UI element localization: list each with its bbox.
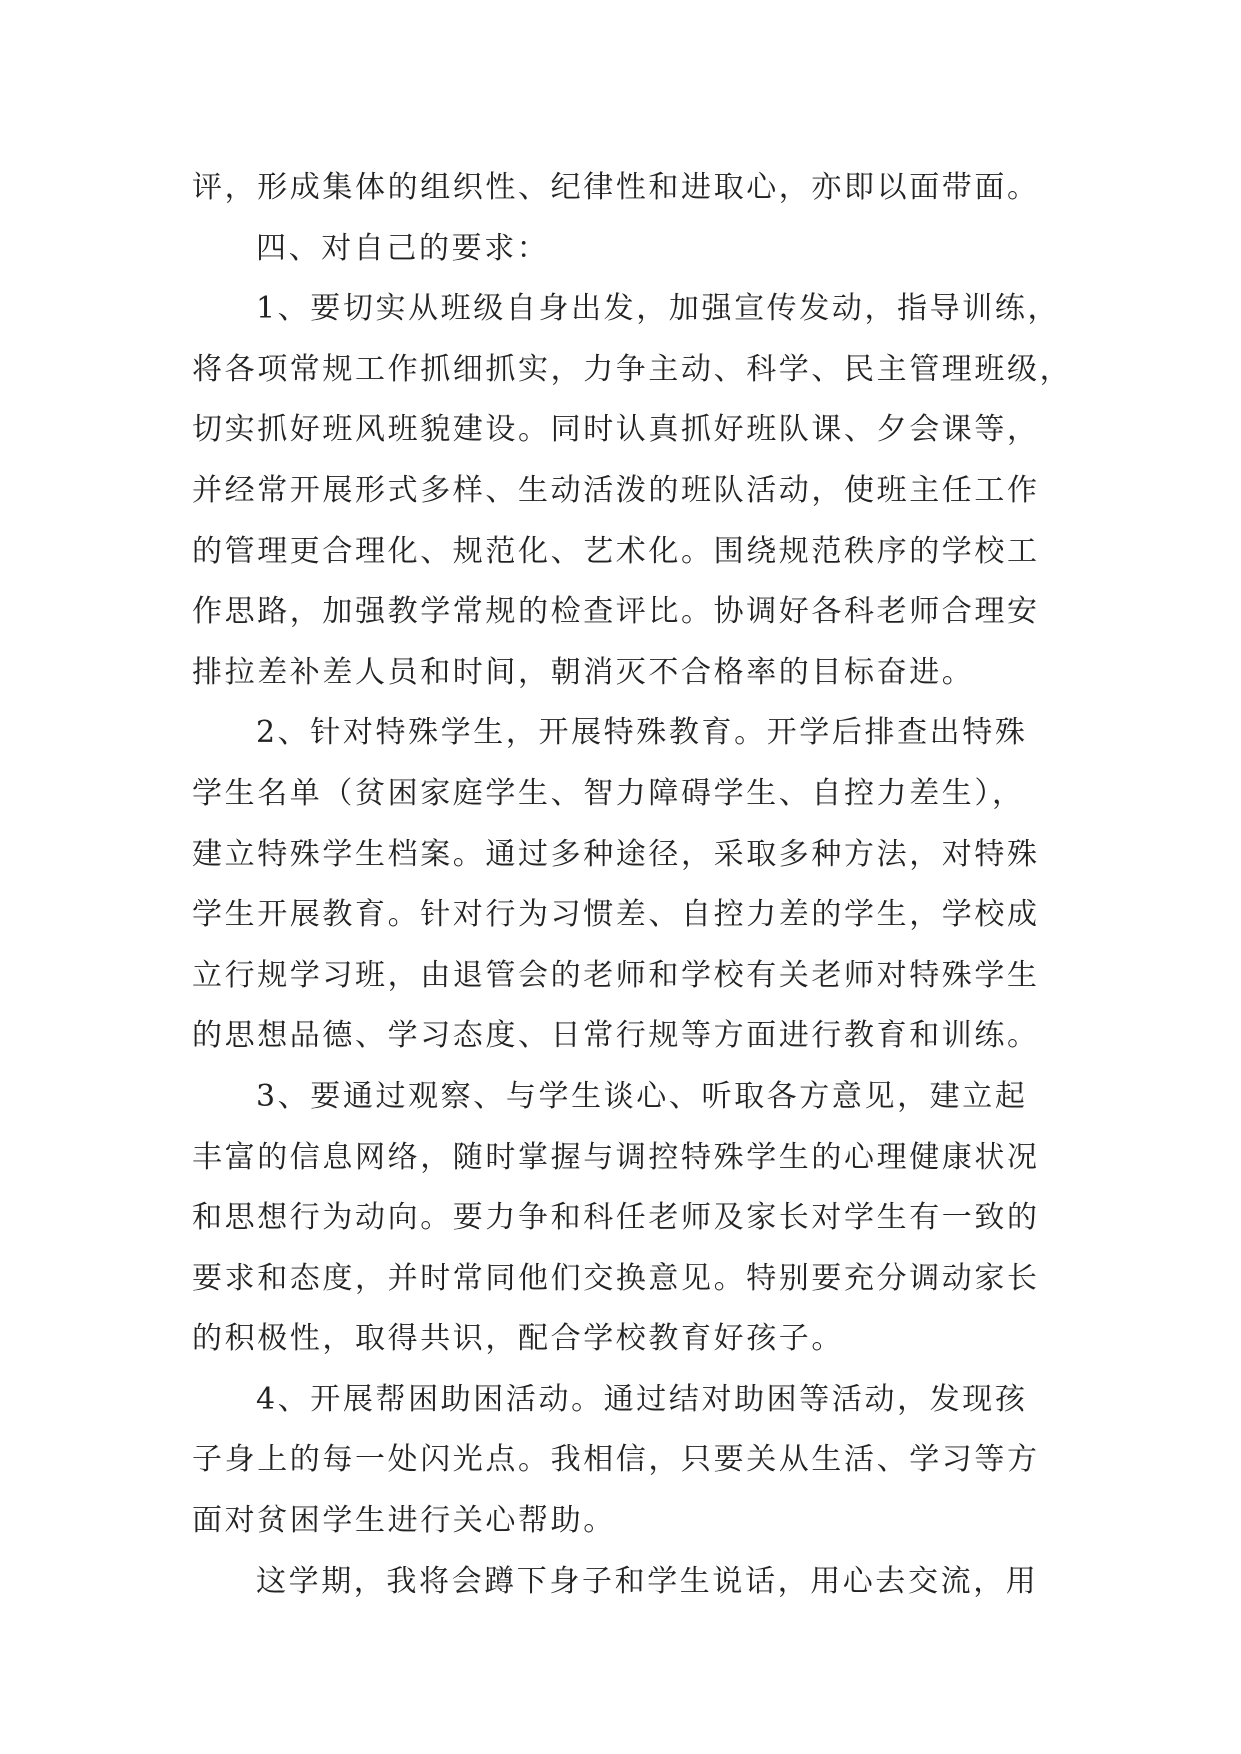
text-line: 立行规学习班，由退管会的老师和学校有关老师对特殊学生 xyxy=(192,957,1040,993)
text-line: 面对贫困学生进行关心帮助。 xyxy=(192,1503,616,1539)
text-line: 排拉差补差人员和时间，朝消灭不合格率的目标奋进。 xyxy=(192,654,975,690)
text-line: 的积极性，取得共识，配合学校教育好孩子。 xyxy=(192,1321,844,1357)
text-line: 3、要通过观察、与学生谈心、听取各方意见，建立起 xyxy=(256,1078,1028,1114)
text-line: 子身上的每一处闪光点。我相信，只要关从生活、学习等方 xyxy=(192,1442,1040,1478)
text-line: 建立特殊学生档案。通过多种途径，采取多种方法，对特殊 xyxy=(192,836,1040,872)
text-line: 这学期，我将会蹲下身子和学生说话，用心去交流，用 xyxy=(256,1563,1039,1599)
text-line: 丰富的信息网络，随时掌握与调控特殊学生的心理健康状况 xyxy=(192,1139,1040,1175)
text-line: 的管理更合理化、规范化、艺术化。围绕规范秩序的学校工 xyxy=(192,533,1040,569)
text-line: 1、要切实从班级自身出发，加强宣传发动，指导训练， xyxy=(256,291,1061,327)
text-line: 的思想品德、学习态度、日常行规等方面进行教育和训练。 xyxy=(192,1018,1040,1054)
text-line: 和思想行为动向。要力争和科任老师及家长对学生有一致的 xyxy=(192,1200,1040,1236)
text-line: 学生开展教育。针对行为习惯差、自控力差的学生，学校成 xyxy=(192,897,1040,933)
text-line: 4、开展帮困助困活动。通过结对助困等活动，发现孩 xyxy=(256,1381,1028,1417)
text-line: 2、针对特殊学生，开展特殊教育。开学后排查出特殊 xyxy=(256,715,1028,751)
text-line: 并经常开展形式多样、生动活泼的班队活动，使班主任工作 xyxy=(192,472,1040,508)
text-line: 作思路，加强教学常规的检查评比。协调好各科老师合理安 xyxy=(192,594,1040,630)
text-line: 评，形成集体的组织性、纪律性和进取心，亦即以面带面。 xyxy=(192,170,1040,205)
text-line: 学生名单（贫困家庭学生、智力障碍学生、自控力差生）， xyxy=(192,775,1025,811)
document-body xyxy=(192,158,1072,1612)
text-line: 要求和态度，并时常同他们交换意见。特别要充分调动家长 xyxy=(192,1260,1040,1296)
text-line: 切实抓好班风班貌建设。同时认真抓好班队课、夕会课等， xyxy=(192,412,1040,448)
text-line: 四、对自己的要求： xyxy=(256,230,550,266)
text-line: 将各项常规工作抓细抓实，力争主动、科学、民主管理班级， xyxy=(192,351,1073,387)
